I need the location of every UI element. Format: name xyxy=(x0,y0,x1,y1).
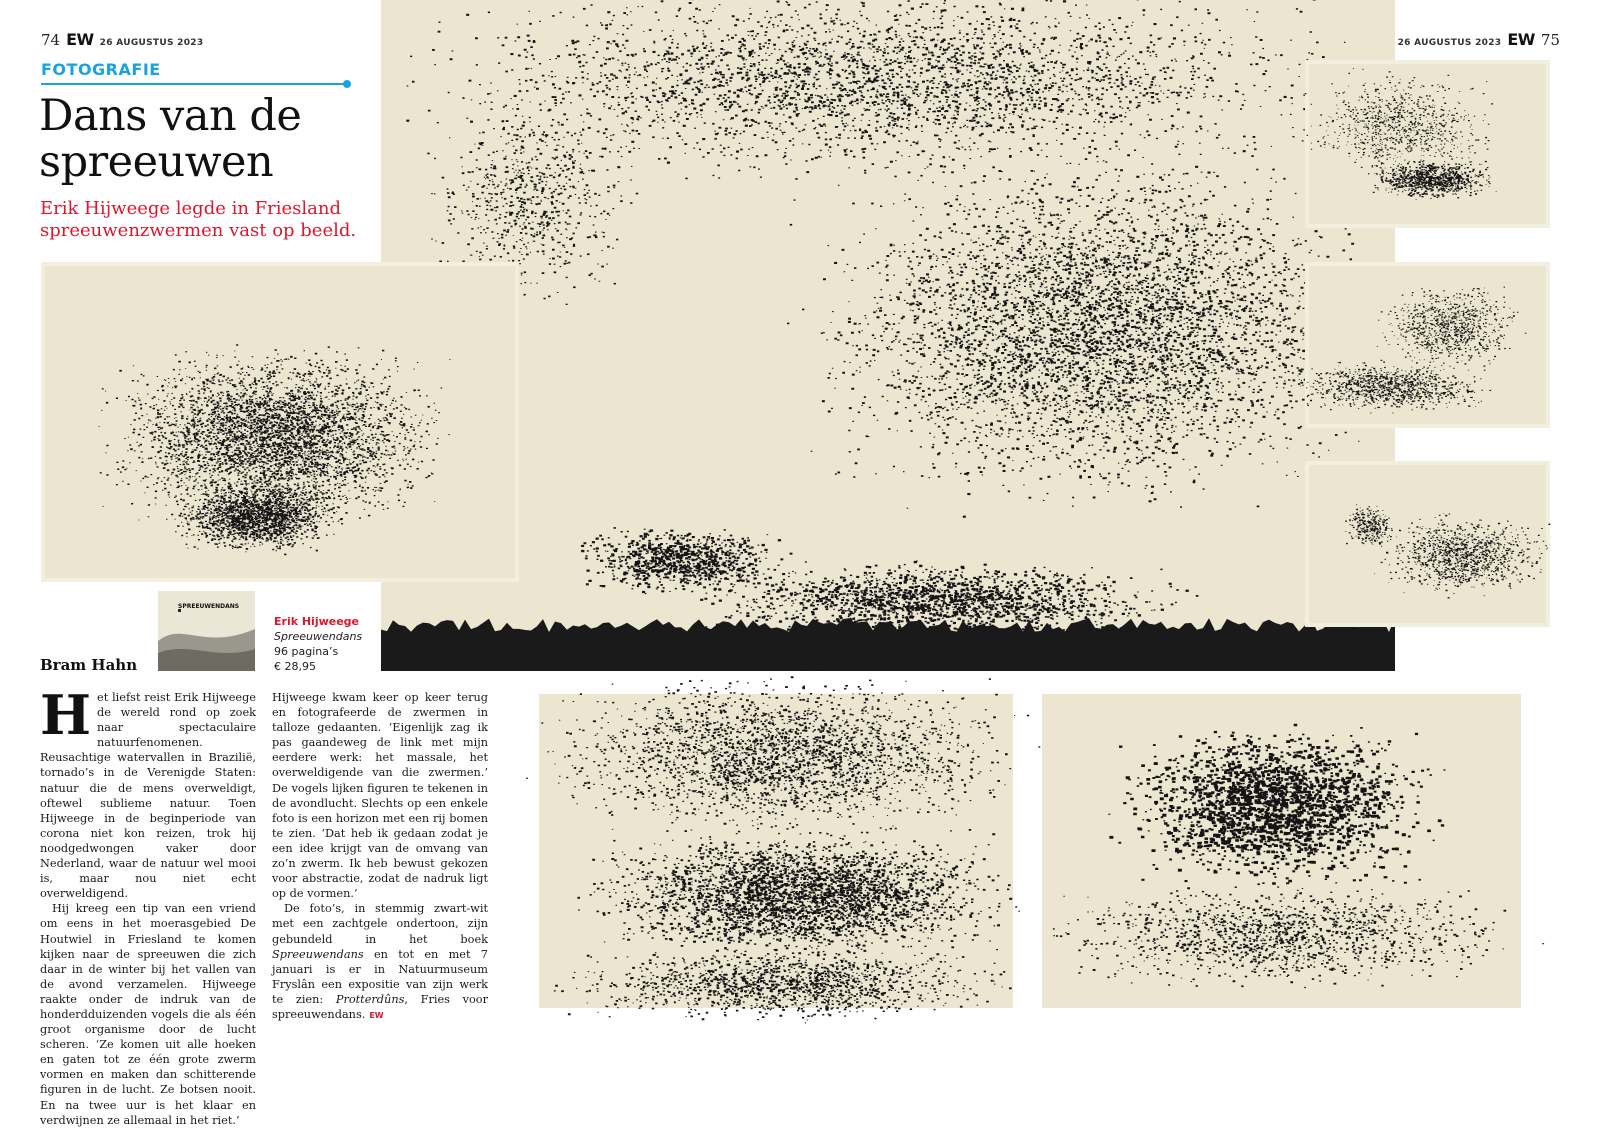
page-number-right: 75 xyxy=(1540,31,1560,49)
starling-murmuration-b2 xyxy=(1042,694,1521,1008)
book-info xyxy=(274,614,362,674)
drop-cap: H xyxy=(40,683,92,747)
issue-date-right: 26 AUGUSTUS 2023 xyxy=(1397,38,1502,48)
bottom-photo-1 xyxy=(539,694,1013,1008)
article-paragraph-2: Hij kreeg een tip van een vriend om eens in het moerasgebied De Houtwiel in Friesland te komen kijken naar de spreeuwen die zich daar in de winter bij het vallen van de avond verzamelen. Hijweege raakte onder de indruk van de honderdduizenden vogels die als één groot organisme door de lucht scheren. ‘Ze komen uit alle hoeken en gaten tot ze één grote zwerm vormen en maken dan schitterende figuren in de lucht. Ze botsen nooit. En na twee uur is het klaar en verdwijnen ze allemaal in het riet.’ xyxy=(40,902,256,1127)
right-photo-1 xyxy=(1305,60,1550,228)
deck: Erik Hijweege legde in Friesland spreeuwenzwermen vast op beeld. xyxy=(40,198,357,241)
article-paragraph-1: Het liefst reist Erik Hijweege de wereld rond op zoek naar spectaculaire natuurfenomenen. Reusachtige watervallen in Brazilië, tornado’s in de Verenigde Staten: natuur die de mens overweldigt, oftewel sublieme natuur. Toen Hijweege in de beginperiode van corona niet kon reizen, trok hij noodgedwongen vaker door Nederland, waar de natuur wel mooi is, maar nou niet echt overweldigend. xyxy=(40,683,256,901)
section-header xyxy=(41,60,351,85)
book-title: Spreeuwendans xyxy=(274,630,363,643)
starling-murmuration-main xyxy=(381,0,1395,671)
right-photo-3 xyxy=(1305,461,1550,627)
left-photo xyxy=(41,262,519,582)
section-rule xyxy=(41,83,347,85)
issue-date-left: 26 AUGUSTUS 2023 xyxy=(99,38,204,48)
book-author: Erik Hijweege xyxy=(274,615,360,628)
section-label: FOTOGRAFIE xyxy=(41,60,161,79)
starling-murmuration-r3 xyxy=(1309,465,1546,623)
brand-logo-right: EW xyxy=(1507,30,1535,49)
main-photo xyxy=(381,0,1395,671)
starling-murmuration-r2 xyxy=(1309,266,1546,424)
byline: Bram Hahn xyxy=(40,656,138,674)
article-paragraph-4: De foto’s, in stemmig zwart-wit met een zachtgele ondertoon, zijn gebundeld in het boek Spreeuwendans en tot en met 7 januari is er in Natuurmuseum Fryslân een expositie van zijn werk te zien: Protterdûns, Fries voor spreeuwendans. EW xyxy=(272,902,488,1021)
book-cover-title: SPREEUWENDANS xyxy=(178,603,240,610)
starling-murmuration-b1 xyxy=(539,694,1013,1008)
right-folio xyxy=(1398,30,1560,49)
starling-murmuration-funnel xyxy=(45,266,515,578)
book-cover xyxy=(158,591,255,671)
right-photo-2 xyxy=(1305,262,1550,428)
page-number-left: 74 xyxy=(41,31,61,49)
headline: Dans van de spreeuwen xyxy=(39,91,302,187)
brand-logo-left: EW xyxy=(66,30,94,49)
bottom-photo-2 xyxy=(1042,694,1521,1008)
article-paragraph-3: Hijweege kwam keer op keer terug en fotografeerde de zwermen in talloze gedaanten. ‘Eigenlijk zag ik pas gaandeweg de link met mijn eerdere werk: het massale, het overweldigende van die zwermen.’ De vogels lijken figuren te tekenen in de avondlucht. Slechts op een enkele foto is een horizon met een rij bomen te zien. ‘Dat heb ik gedaan zodat je een idee krijgt van de omvang van zo’n zwerm. Ik heb bewust gekozen voor abstractie, zodat de nadruk ligt op de vormen.’ xyxy=(272,691,488,901)
starling-murmuration-r1 xyxy=(1309,64,1546,224)
article-column-2 xyxy=(272,690,488,1021)
article-column-1 xyxy=(40,683,256,1127)
left-folio xyxy=(41,30,203,49)
book-price: € 28,95 xyxy=(274,660,316,673)
book-pages: 96 pagina’s xyxy=(274,645,339,658)
end-mark: EW xyxy=(369,1010,384,1020)
